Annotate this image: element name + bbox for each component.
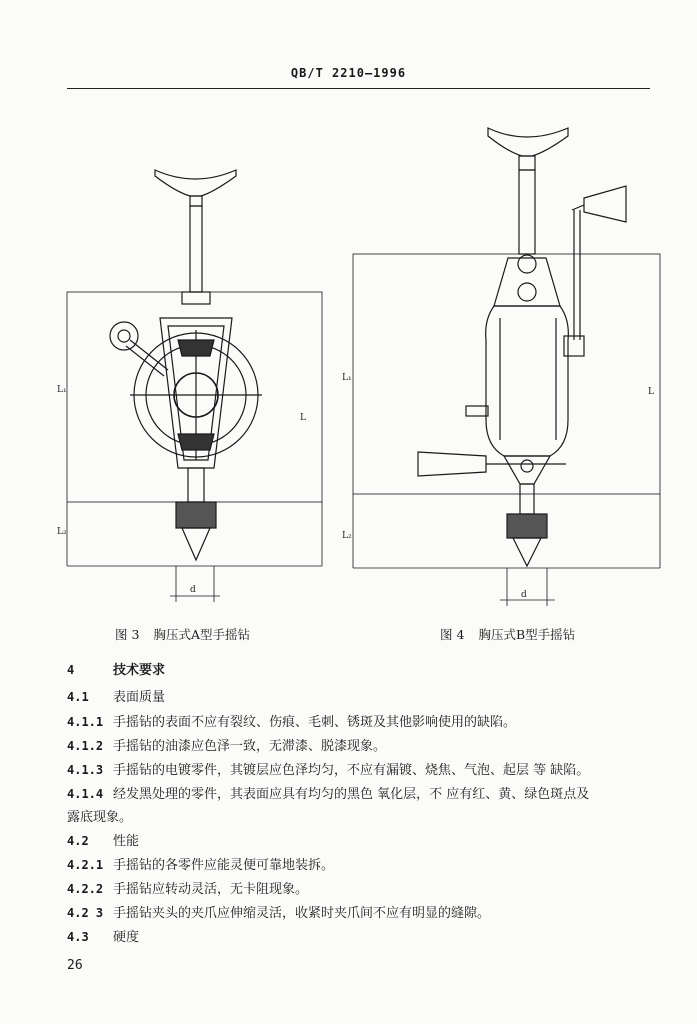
clause-number: 4.2.1	[67, 858, 104, 872]
clause-line	[67, 854, 334, 873]
standard-number: QB/T 2210—1996	[290, 66, 407, 80]
clause-line	[67, 711, 516, 730]
clause-text: 手摇钻的油漆应色泽一致，无滞漆、脱漆现象。	[113, 739, 387, 754]
page-number: 26	[67, 958, 83, 973]
clause-line	[67, 686, 165, 705]
figure-4-number: 图 4	[440, 627, 465, 642]
figure-4-drill	[418, 128, 626, 566]
fig4-dim-L1: L₁	[342, 373, 352, 383]
fig4-dim-d: d	[521, 590, 527, 600]
fig3-dim-L1: L₁	[57, 385, 67, 395]
clause-text: 性能	[113, 834, 140, 849]
clause-number: 4.1.1	[67, 715, 104, 729]
clause-line-continued	[67, 806, 132, 825]
figure-4-caption	[440, 625, 575, 643]
fig3-dim-L2: L₂	[57, 527, 67, 537]
clause-text: 手摇钻的各零件应能灵便可靠地装拆。	[113, 858, 335, 873]
clause-text: 技术要求	[113, 663, 166, 678]
clause-number: 4.2.2	[67, 882, 104, 896]
clause-number: 4.1.3	[67, 763, 104, 777]
figure-3-caption	[115, 625, 250, 643]
clause-number: 4.1.2	[67, 739, 104, 753]
fig3-dim-L: L	[300, 413, 306, 423]
clause-line	[67, 926, 139, 945]
clause-number: 4	[67, 663, 75, 677]
clause-text: 手摇钻夹头的夹爪应伸缩灵活，收紧时夹爪间不应有明显的缝隙。	[113, 906, 491, 921]
fig3-dim-d: d	[190, 585, 196, 595]
clause-line	[67, 735, 386, 754]
clause-text: 经发黑处理的零件，其表面应具有均匀的黑色 氧化层，不 应有红、黄、绿色斑点及	[113, 787, 590, 802]
clause-text: 硬度	[113, 930, 140, 945]
fig4-dim-L: L	[648, 387, 654, 397]
clause-line	[67, 902, 490, 921]
clause-number: 4.3	[67, 930, 89, 944]
clause-line	[67, 878, 308, 897]
clause-line	[67, 830, 139, 849]
figure-3-drill	[110, 170, 262, 560]
clause-line	[67, 759, 589, 778]
figure-3-title: 胸压式A型手摇钻	[153, 627, 250, 642]
section-heading	[67, 659, 165, 678]
fig4-dim-L2: L₂	[342, 531, 352, 541]
clause-number: 4.2	[67, 834, 89, 848]
clause-line	[67, 783, 589, 802]
clause-text: 手摇钻的电镀零件，其镀层应色泽均匀，不应有漏镀、烧焦、气泡、起层 等 缺陷。	[113, 763, 590, 778]
clause-text: 手摇钻应转动灵活，无卡阻现象。	[113, 882, 309, 897]
clause-text: 露底现象。	[67, 810, 133, 825]
clause-number: 4.2 3	[67, 906, 104, 920]
figure-4-title: 胸压式B型手摇钻	[478, 627, 576, 642]
clause-number: 4.1	[67, 690, 89, 704]
figure-3-number: 图 3	[115, 627, 140, 642]
clause-number: 4.1.4	[67, 787, 104, 801]
clause-text: 表面质量	[113, 690, 166, 705]
clause-text: 手摇钻的表面不应有裂纹、伤痕、毛刺、锈斑及其他影响使用的缺陷。	[113, 715, 517, 730]
